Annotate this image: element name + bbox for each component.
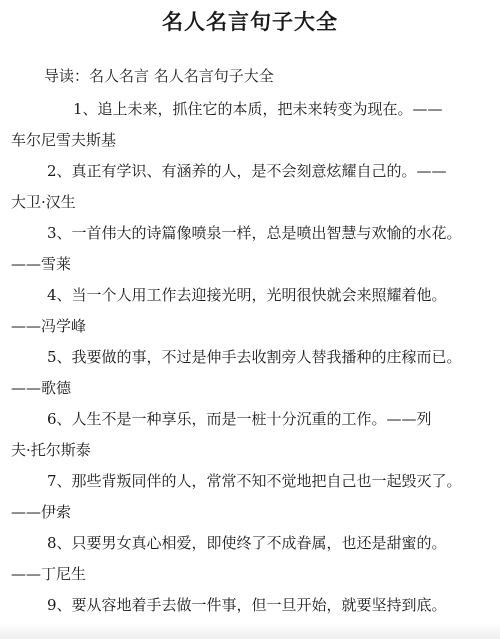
quote-line: 3、一首伟大的诗篇像喷泉一样，总是喷出智慧与欢愉的水花。 (47, 224, 462, 242)
quote-author: 夫·托尔斯泰 (11, 441, 91, 459)
quote-line: 1、追上未来，抓住它的本质，把未来转变为现在。—— (73, 100, 443, 118)
quote-line: 7、那些背叛同伴的人，常常不知不觉地把自己也一起毁灭了。 (47, 472, 462, 490)
quote-author: ——丁尼生 (11, 565, 87, 583)
quote-line: 9、要从容地着手去做一件事，但一旦开始，就要坚持到底。 (47, 596, 447, 614)
quote-list (11, 94, 497, 621)
quote-author: 车尔尼雪夫斯基 (11, 131, 117, 149)
quote-author: ——冯学峰 (11, 317, 87, 335)
document-title: 名人名言句子大全 (162, 10, 338, 34)
quote-line: 5、我要做的事，不过是伸手去收割旁人替我播种的庄稼而已。 (47, 348, 462, 366)
quote-author: ——歌德 (11, 379, 72, 397)
quote-line: 4、当一个人用工作去迎接光明，光明很快就会来照耀着他。 (47, 286, 447, 304)
quote-line: 8、只要男女真心相爱，即使终了不成眷属，也还是甜蜜的。 (47, 534, 447, 552)
quote-line: 6、人生不是一种享乐，而是一桩十分沉重的工作。——列 (47, 410, 432, 428)
quote-author: 大卫·汉生 (11, 193, 76, 211)
quote-line: 2、真正有学识、有涵养的人，是不会刻意炫耀自己的。—— (47, 162, 447, 180)
page-bottom-edge (0, 623, 500, 639)
intro-text: 导读：名人名言 名人名言句子大全 (44, 67, 274, 85)
quote-author: ——伊索 (11, 503, 72, 521)
quote-author: ——雪莱 (11, 255, 72, 273)
